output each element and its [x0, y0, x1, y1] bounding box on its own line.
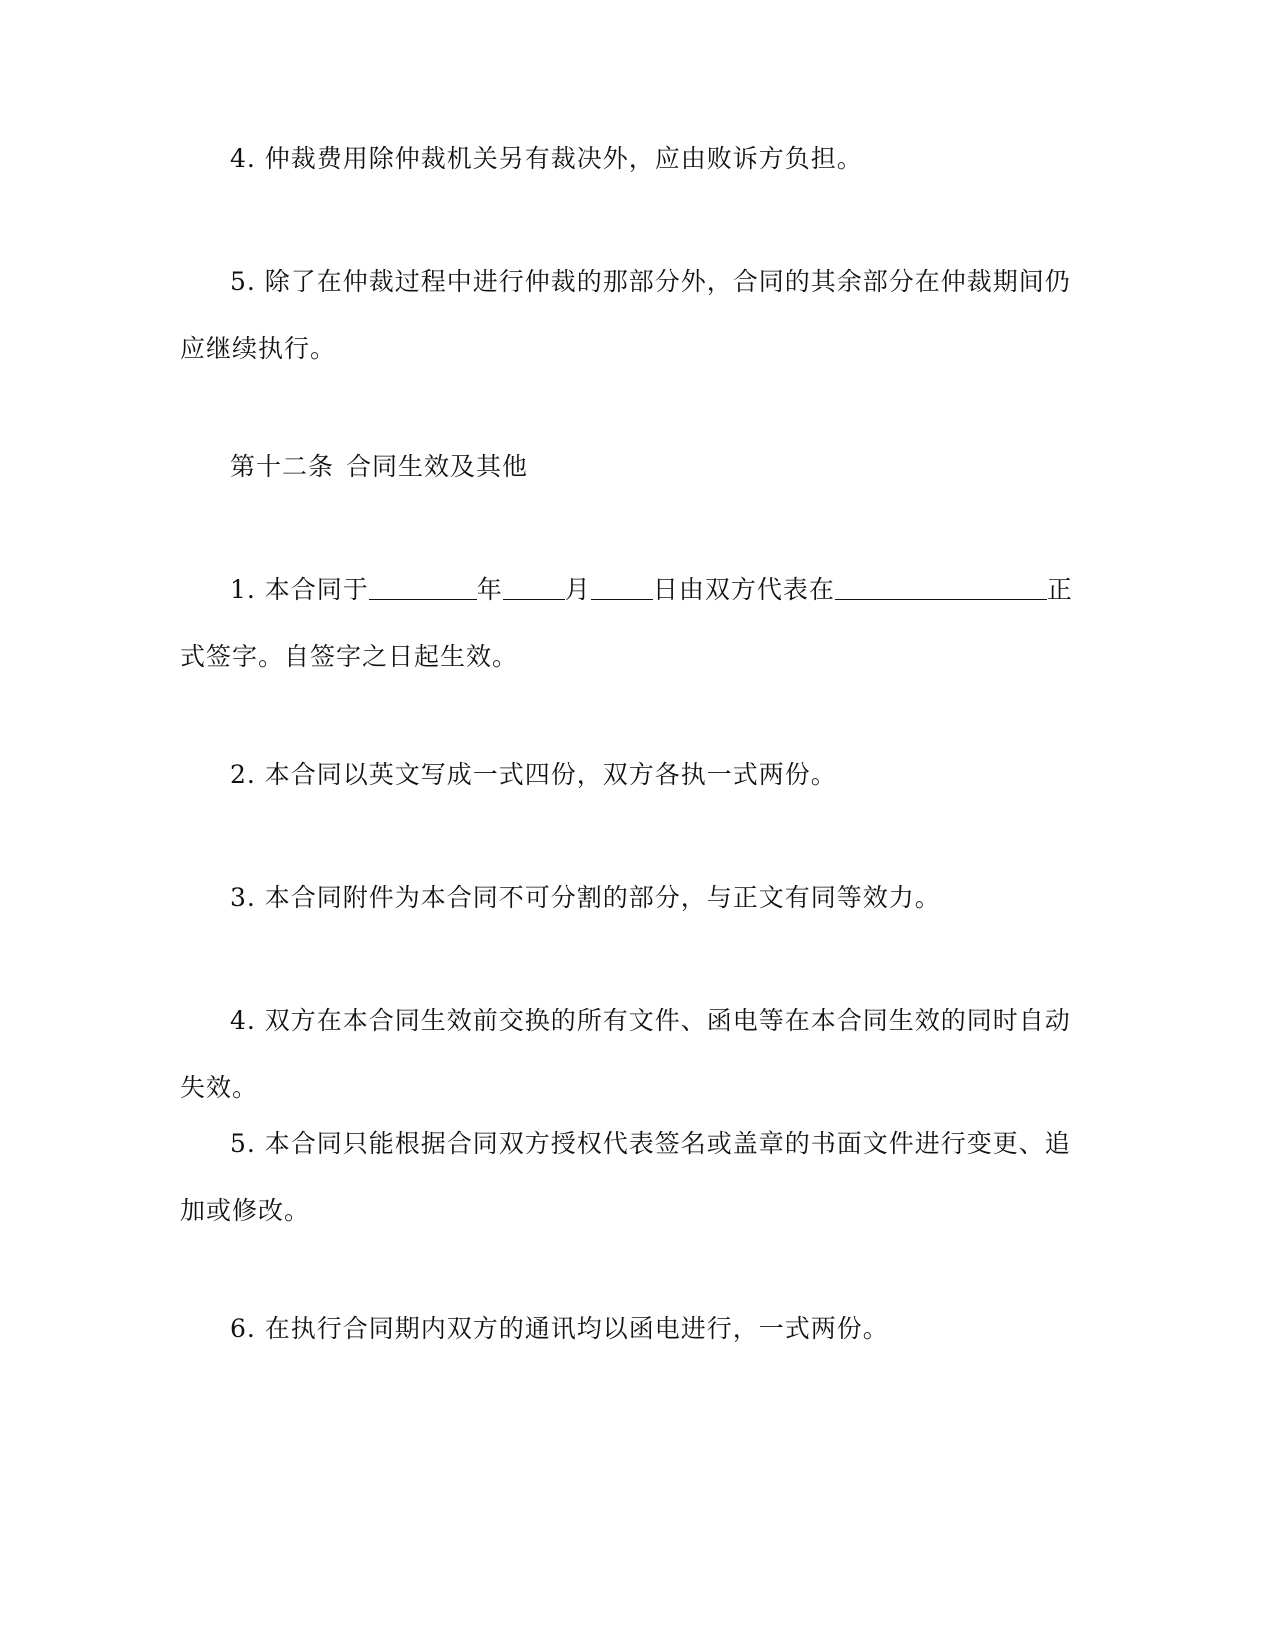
clause-4-prior-documents: 4. 双方在本合同生效前交换的所有文件、函电等在本合同生效的同时自动失效。	[180, 1006, 1071, 1102]
place-blank[interactable]	[835, 573, 1047, 600]
clause-1-text-d: 日由双方代表在	[652, 575, 835, 604]
clause-1-effective-date	[180, 556, 1080, 690]
clause-6-communications: 6. 在执行合同期内双方的通讯均以函电进行，一式两份。	[230, 1314, 889, 1343]
article-number: 第十二条	[230, 452, 335, 481]
clause-2-copies: 2. 本合同以英文写成一式四份，双方各执一式两份。	[230, 760, 837, 789]
year-blank[interactable]	[369, 573, 477, 600]
article-12-heading	[180, 433, 1080, 500]
clause-1-text-a: 1. 本合同于	[230, 575, 369, 604]
clause-3-annex: 3. 本合同附件为本合同不可分割的部分，与正文有同等效力。	[230, 883, 941, 912]
clause-1-text-e: 正式签字。自签字之日起生效。	[180, 575, 1073, 671]
clause-4-arbitration-fee: 4. 仲裁费用除仲裁机关另有裁决外，应由败诉方负担。	[230, 144, 863, 173]
clause-1-text-b: 年	[476, 575, 503, 604]
day-blank[interactable]	[591, 573, 653, 600]
clause-1-text-c: 月	[564, 575, 591, 604]
month-blank[interactable]	[503, 573, 565, 600]
clause-5-amendments: 5. 本合同只能根据合同双方授权代表签名或盖章的书面文件进行变更、追加或修改。	[180, 1129, 1071, 1225]
article-title: 合同生效及其他	[346, 452, 529, 481]
clause-5-continued-execution: 5. 除了在仲裁过程中进行仲裁的那部分外，合同的其余部分在仲裁期间仍应继续执行。	[180, 267, 1071, 363]
